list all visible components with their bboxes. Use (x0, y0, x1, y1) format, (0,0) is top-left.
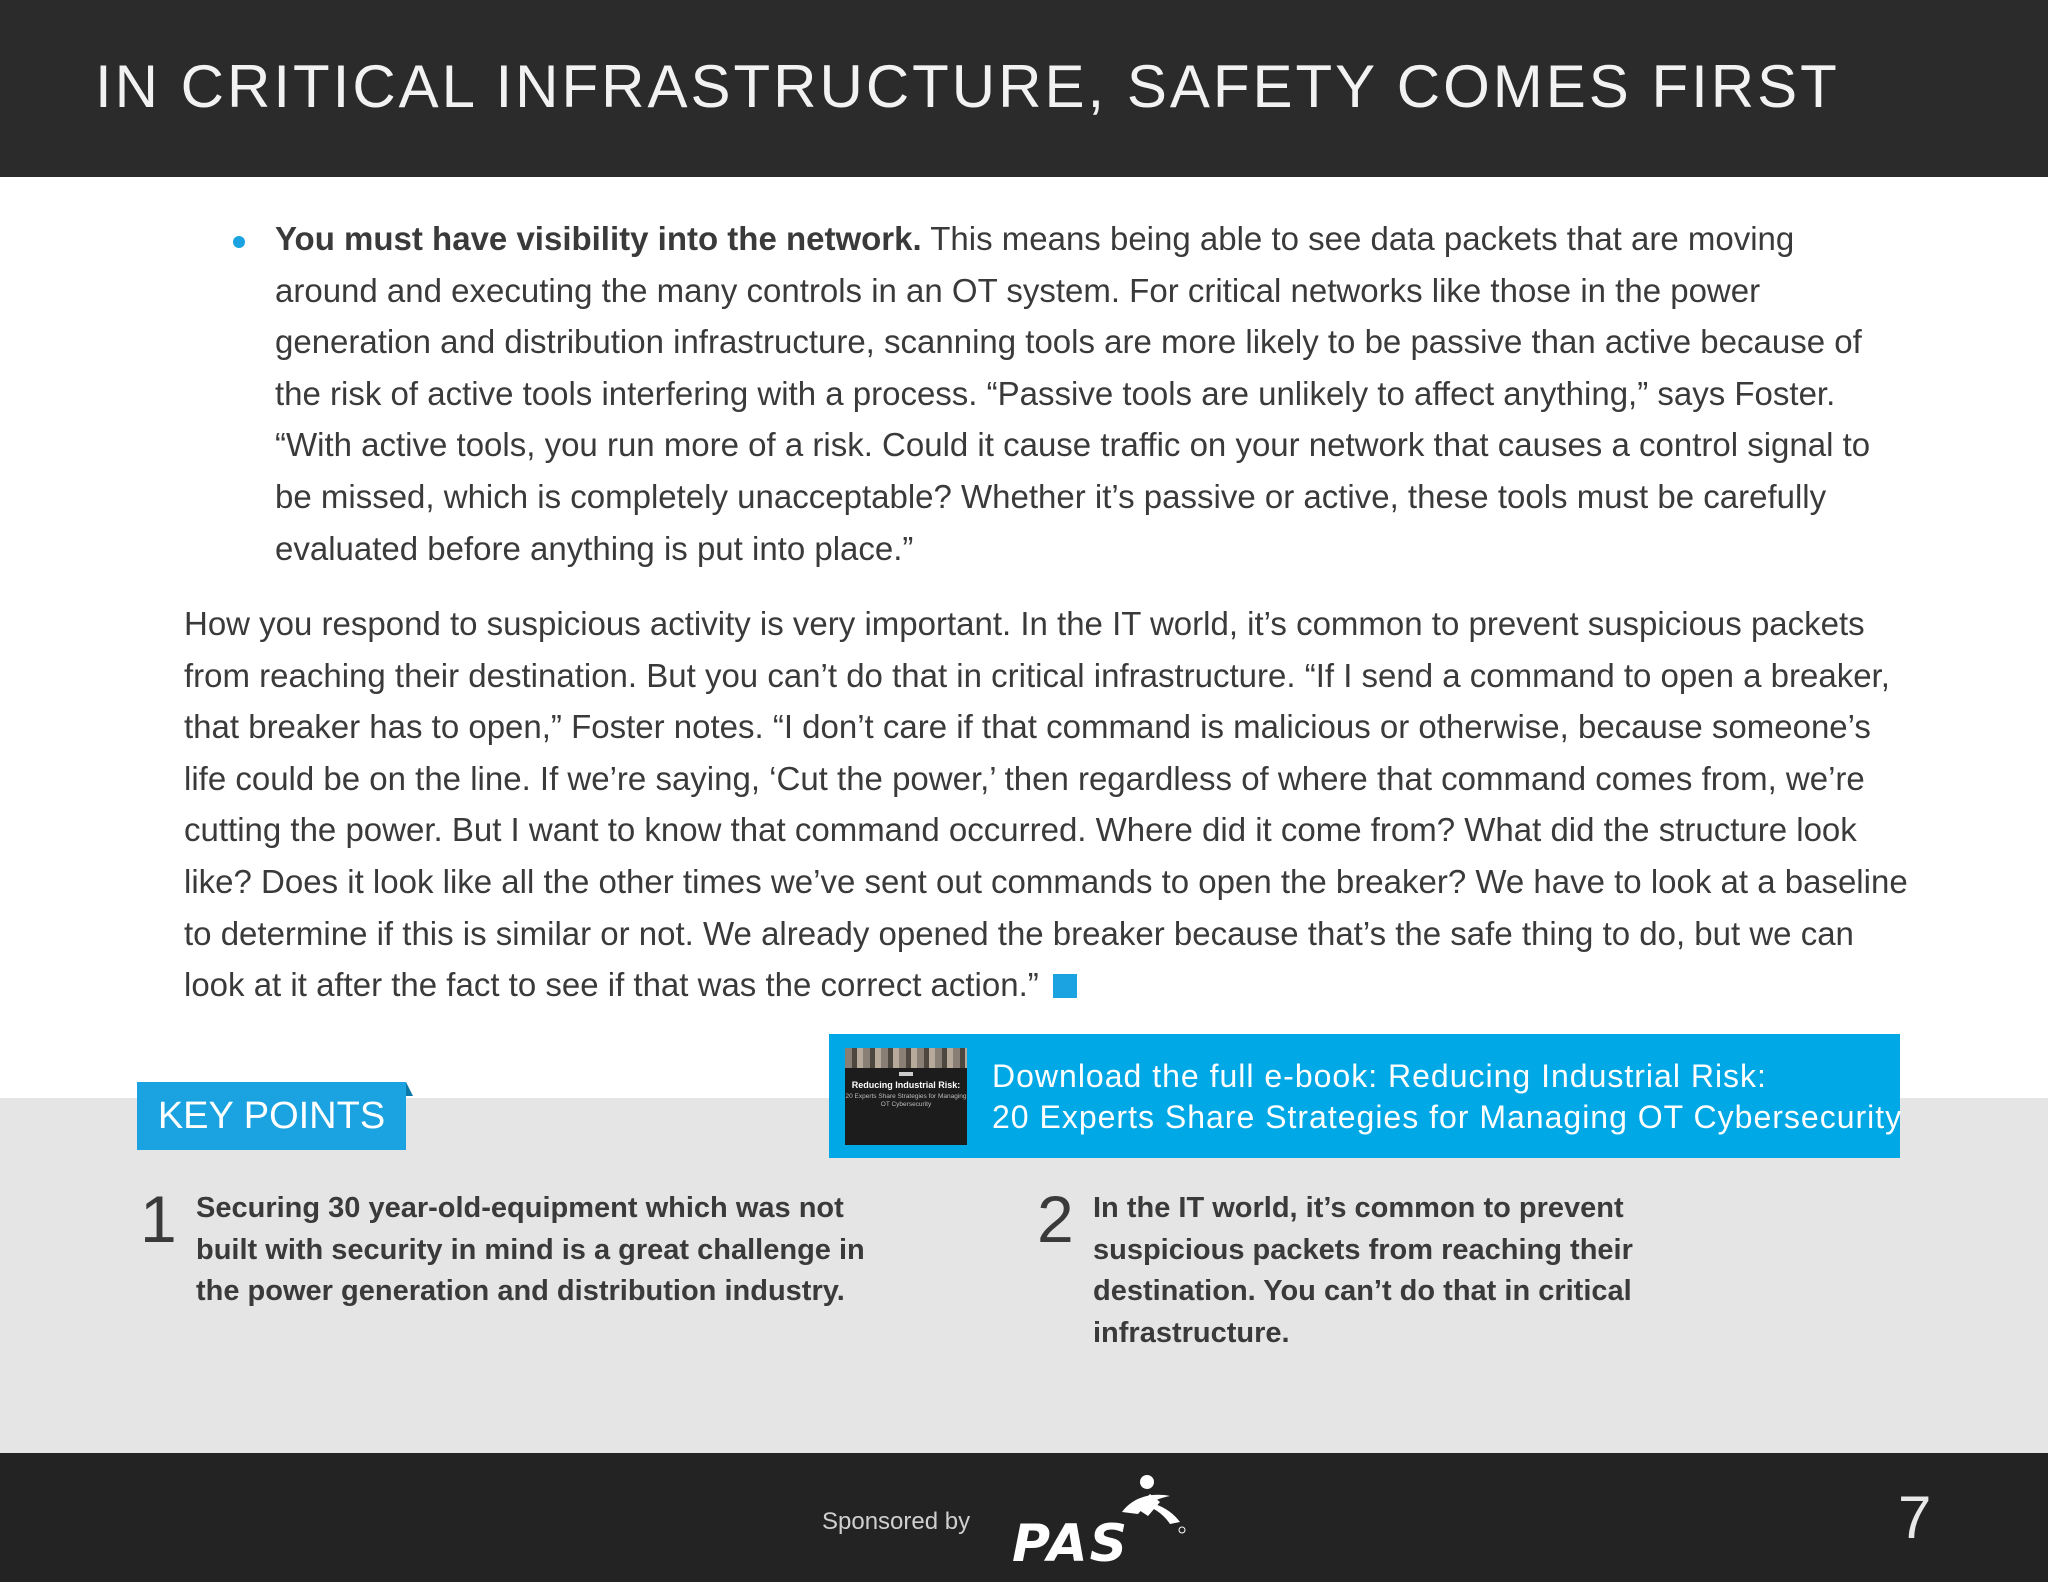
download-ebook-banner[interactable] (829, 1034, 1903, 1158)
pas-logo-text: PAS (1012, 1514, 1130, 1568)
body-paragraph (184, 598, 1909, 1011)
bullet-point (233, 213, 1893, 574)
key-points-label: KEY POINTS (137, 1082, 406, 1150)
cover-logo-icon (899, 1072, 913, 1076)
key-point-number: 2 (1037, 1182, 1074, 1256)
end-mark-icon (1053, 974, 1077, 998)
page-title: IN CRITICAL INFRASTRUCTURE, SAFETY COMES FIRST (95, 53, 1840, 120)
cover-faces-strip (845, 1048, 967, 1068)
bullet-lead: You must have visibility into the network. (275, 220, 922, 257)
bullet-text (275, 213, 1893, 574)
key-points-label-fold (406, 1082, 413, 1096)
download-link[interactable] (992, 1056, 1903, 1138)
cover-subtitle: 20 Experts Share Strategies for Managing OT Cybersecurity (845, 1093, 967, 1108)
download-line-1: Download the full e-book: Reducing Industrial Risk: (992, 1058, 1767, 1094)
cover-title: Reducing Industrial Risk: (851, 1080, 961, 1090)
key-point-text: In the IT world, it’s common to prevent suspicious packets from reaching their destination. You can’t do that in critical infrastructure. (1093, 1192, 1633, 1349)
download-line-2: 20 Experts Share Strategies for Managing OT Cybersecurity (992, 1099, 1903, 1135)
body-paragraph-text: How you respond to suspicious activity is very important. In the IT world, it’s common to prevent suspicious packets from reaching their destination. But you can’t do that in critical infrastructure. “If I send a command to open a breaker, that breaker has to open,” Foster notes. “I don’t care if that command is malicious or otherwise, because someone’s life could be on the line. If we’re saying, ‘Cut the power,’ then regardless of where that command comes from, we’re cutting the power. But I want to know that command occurred. Where did it come from? What did the structure look like? Does it look like all the other times we’ve sent out commands to open the breaker? We have to look at a baseline to determine if this is similar or not. We already opened the breaker because that’s the safe thing to do, but we can look at it after the fact to see if that was the correct action.” (184, 605, 1908, 1004)
key-point-text: Securing 30 year-old-equipment which was not built with security in mind is a great challenge in the power generation and distribution industry. (196, 1192, 865, 1307)
page-number: 7 (1898, 1484, 1932, 1551)
key-point-number: 1 (140, 1182, 177, 1256)
page-header (0, 0, 2048, 177)
pas-logo[interactable] (1010, 1468, 1190, 1568)
bullet-dot-icon (233, 236, 245, 248)
ebook-cover-image (845, 1048, 967, 1145)
bullet-body: This means being able to see data packets that are moving around and executing the many controls in an OT system. For critical networks like those in the power generation and distribution infrastructure, scanning tools are more likely to be passive than active because of the risk of active tools interfering with a process. “Passive tools are unlikely to affect anything,” says Foster. “With active tools, you run more of a risk. Could it cause traffic on your network that causes a control signal to be missed, which is completely unacceptable? Whether it’s passive or active, these tools must be carefully evaluated before anything is put into place.” (275, 220, 1871, 567)
sponsored-by-label: Sponsored by (822, 1508, 971, 1535)
